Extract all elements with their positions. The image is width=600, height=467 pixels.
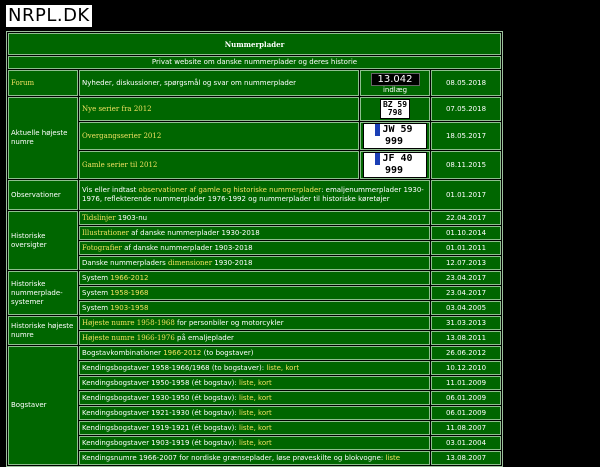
history-link[interactable]: Fotografier	[82, 243, 122, 252]
current-date: 08.11.2015	[431, 151, 501, 179]
systems-row[interactable]	[79, 286, 430, 300]
letters-date: 10.12.2010	[431, 361, 501, 375]
post-counter: 13.042	[371, 73, 420, 86]
systems-date: 23.04.2017	[431, 271, 501, 285]
letters-pre: Bogstavkombinationer	[82, 348, 164, 357]
history-row[interactable]	[79, 211, 430, 225]
letters-row[interactable]	[79, 361, 430, 375]
logo-bar	[0, 0, 600, 30]
history-link[interactable]: dimensioner	[167, 258, 213, 267]
letters-pre: Kendingsbogstaver 1930-1950 (ét bogstav):	[82, 393, 239, 402]
letters-link[interactable]: 1966-2012	[163, 348, 202, 357]
history-row[interactable]	[79, 241, 430, 255]
letters-date: 11.01.2009	[431, 376, 501, 390]
letters-date: 26.06.2012	[431, 346, 501, 360]
history-row[interactable]	[79, 256, 430, 270]
letters-link[interactable]: liste, kort	[239, 423, 272, 432]
history-date: 22.04.2017	[431, 211, 501, 225]
forum-link[interactable]: Forum	[11, 78, 35, 87]
letters-row[interactable]	[79, 421, 430, 435]
history-date: 12.07.2013	[431, 256, 501, 270]
history-date: 01.10.2014	[431, 226, 501, 240]
observations-date: 01.01.2017	[431, 180, 501, 210]
plate-cell	[360, 97, 430, 121]
plate-cell	[360, 151, 430, 179]
plate-text: JW 59 999	[382, 124, 413, 147]
systems-date: 23.04.2017	[431, 286, 501, 300]
letters-pre: Kendingsbogstaver 1950-1958 (ét bogstav):	[82, 378, 239, 387]
history-text: 1903-nu	[115, 213, 148, 222]
letters-date: 03.01.2004	[431, 436, 501, 450]
square-plate-image	[380, 99, 410, 119]
history-link[interactable]: Tidslinjer	[82, 213, 116, 222]
forum-description: Nyheder, diskussioner, spørgsmål og svar om nummerplader	[79, 70, 359, 96]
history-date: 01.01.2011	[431, 241, 501, 255]
plate-bottom-text: 798	[387, 108, 403, 117]
eu-band-icon	[375, 124, 380, 136]
history-link[interactable]: Illustrationer	[82, 228, 129, 237]
current-date: 07.05.2018	[431, 97, 501, 121]
letters-link[interactable]: liste	[385, 453, 401, 462]
letters-date: 11.08.2007	[431, 421, 501, 435]
letters-text: (to bogstaver)	[201, 348, 254, 357]
letters-row[interactable]	[79, 346, 430, 360]
letters-row[interactable]	[79, 376, 430, 390]
letters-row[interactable]	[79, 406, 430, 420]
current-row[interactable]	[79, 151, 359, 179]
letters-pre: Kendingsbogstaver 1921-1930 (ét bogstav):	[82, 408, 239, 417]
highest-link[interactable]: Højeste numre 1958-1968	[82, 318, 175, 327]
highest-row[interactable]	[79, 316, 430, 330]
highest-text: for personbiler og motorcykler	[174, 318, 284, 327]
observations-link[interactable]: observationer af gamle og historiske nummerplader	[138, 186, 322, 194]
highest-group-label: Historiske højeste numre	[8, 316, 78, 345]
letters-pre: Kendingsbogstaver 1919-1921 (ét bogstav):	[82, 423, 239, 432]
post-counter-label: indlæg	[382, 85, 408, 94]
history-row[interactable]	[79, 226, 430, 240]
site-logo[interactable]: NRPL.DK	[8, 5, 90, 26]
observations-pre: Vis eller indtast	[82, 186, 139, 194]
systems-link[interactable]: 1966-2012	[110, 273, 149, 282]
letters-pre: Kendingsbogstaver 1958-1966/1968 (to bogstaver):	[82, 363, 267, 372]
letters-link[interactable]: liste, kort	[239, 438, 272, 447]
highest-row[interactable]	[79, 331, 430, 345]
letters-link[interactable]: liste, kort	[239, 378, 272, 387]
plate-cell	[360, 122, 430, 150]
highest-text: på emaljeplader	[174, 333, 234, 342]
history-group-label: Historiske oversigter	[8, 211, 78, 270]
current-row[interactable]	[79, 97, 359, 121]
observations-group-label: Observationer	[8, 180, 78, 210]
systems-pre: System	[82, 288, 111, 297]
systems-pre: System	[82, 273, 111, 282]
letters-date: 06.01.2009	[431, 391, 501, 405]
forum-counter-cell	[360, 70, 430, 96]
highest-date: 13.08.2011	[431, 331, 501, 345]
letters-link[interactable]: liste, kort	[239, 393, 272, 402]
history-text: af danske nummerplader 1930-2018	[128, 228, 260, 237]
letters-date: 06.01.2009	[431, 406, 501, 420]
systems-group-label: Historiske nummerplade-systemer	[8, 271, 78, 315]
plate-text: JF 40 999	[382, 153, 413, 176]
current-group-label: Aktuelle højeste numre	[8, 97, 78, 179]
letters-pre: Kendingsbogstaver 1903-1919 (ét bogstav):	[82, 438, 239, 447]
systems-link[interactable]: 1958-1968	[110, 288, 149, 297]
observations-post: : emaljenummerplader 1930-1976, reflekterende nummerplader 1976-1992 og nummerplader til historiske køretøjer	[82, 186, 424, 203]
page-title: Nummerplader	[8, 33, 501, 55]
systems-row[interactable]	[79, 301, 430, 315]
letters-row[interactable]	[79, 436, 430, 450]
page-subtitle: Privat website om danske nummerplader og deres historie	[8, 56, 501, 69]
letters-pre: Kendingsnumre 1966-2007 for nordiske grænseplader, løse prøveskilte og blokvogne:	[82, 453, 386, 462]
highest-link[interactable]: Højeste numre 1966-1976	[82, 333, 175, 342]
letters-group-label: Bogstaver	[8, 346, 78, 465]
history-text: 1930-2018	[212, 258, 253, 267]
observations-text	[79, 180, 430, 210]
eu-band-icon	[375, 153, 380, 165]
letters-date: 13.08.2007	[431, 451, 501, 465]
main-table	[6, 31, 503, 467]
current-link[interactable]: Gamle serier til 2012	[82, 160, 158, 169]
systems-link[interactable]: 1903-1958	[110, 303, 149, 312]
letters-row[interactable]	[79, 451, 430, 465]
current-link[interactable]: Overgangsserier 2012	[82, 131, 162, 140]
plate-top-text: BZ 59	[382, 100, 408, 109]
plate-image	[363, 123, 427, 149]
letters-link[interactable]: liste, kort	[266, 363, 300, 372]
plate-image	[363, 152, 427, 178]
highest-date: 31.03.2013	[431, 316, 501, 330]
systems-pre: System	[82, 303, 111, 312]
systems-row[interactable]	[79, 271, 430, 285]
forum-label-cell[interactable]	[8, 70, 78, 96]
current-link[interactable]: Nye serier fra 2012	[82, 104, 152, 113]
history-text: af danske nummerplader 1903-2018	[121, 243, 253, 252]
current-date: 18.05.2017	[431, 122, 501, 150]
current-row[interactable]	[79, 122, 359, 150]
letters-row[interactable]	[79, 391, 430, 405]
forum-date: 08.05.2018	[431, 70, 501, 96]
history-pre: Danske nummerpladers	[82, 258, 168, 267]
letters-link[interactable]: liste, kort	[239, 408, 272, 417]
systems-date: 03.04.2005	[431, 301, 501, 315]
